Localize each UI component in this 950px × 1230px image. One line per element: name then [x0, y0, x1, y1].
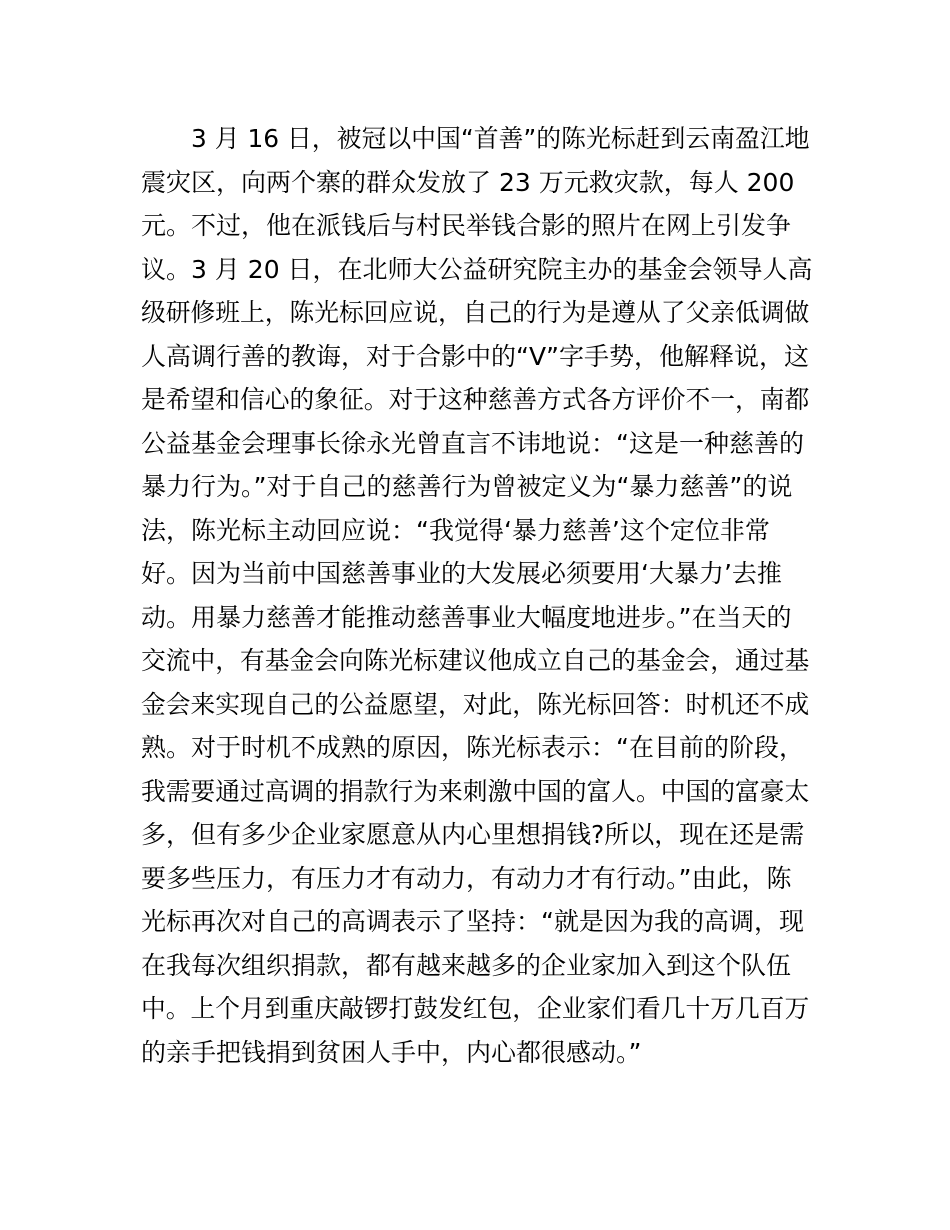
- paragraph-line-3: 元。不过，他在派钱后与村民举钱合影的照片在网上引发争: [141, 211, 792, 240]
- paragraph-line-5: 级研修班上，陈光标回应说，自己的行为是遵从了父亲低调做: [141, 298, 810, 327]
- paragraph-line-16: 我需要通过高调的捐款行为来刺激中国的富人。中国的富豪太: [141, 776, 810, 806]
- paragraph-line-11: 好。因为当前中国慈善事业的大发展必须要用‘大暴力’去推: [141, 559, 782, 588]
- paragraph-line-15: 熟。对于时机不成熟的原因，陈光标表示：“在目前的阶段，: [141, 733, 804, 762]
- paragraph-line-10: 法，陈光标主动回应说：“我觉得‘暴力慈善’这个定位非常: [141, 515, 770, 545]
- paragraph-line-14: 金会来实现自己的公益愿望，对此，陈光标回答：时机还不成: [141, 689, 810, 719]
- paragraph-line-2: 震灾区，向两个寨的群众发放了 23 万元救灾款，每人 200: [141, 167, 795, 197]
- paragraph-line-1: 3 月 16 日，被冠以中国“首善”的陈光标赶到云南盈江地: [191, 124, 810, 153]
- paragraph-line-6: 人高调行善的教诲，对于合影中的“V”字手势，他解释说，这: [141, 341, 810, 371]
- paragraph-line-18: 要多些压力，有压力才有动力，有动力才有行动。”由此，陈: [141, 863, 792, 893]
- paragraph-line-4: 议。3 月 20 日，在北师大公益研究院主办的基金会领导人高: [141, 254, 813, 284]
- paragraph-line-13: 交流中，有基金会向陈光标建议他成立自己的基金会，通过基: [141, 646, 810, 675]
- paragraph-line-12: 动。用暴力慈善才能推动慈善事业大幅度地进步。”在当天的: [141, 602, 792, 632]
- body-paragraph: [141, 117, 813, 1074]
- paragraph-line-22: 的亲手把钱捐到贫困人手中，内心都很感动。”: [141, 1037, 642, 1067]
- paragraph-line-7: 是希望和信心的象征。对于这种慈善方式各方评价不一，南都: [141, 385, 810, 414]
- paragraph-line-8: 公益基金会理事长徐永光曾直言不讳地说：“这是一种慈善的: [141, 428, 804, 458]
- paragraph-line-9: 暴力行为。”对于自己的慈善行为曾被定义为“暴力慈善”的说: [141, 472, 793, 501]
- paragraph-line-20: 在我每次组织捐款，都有越来越多的企业家加入到这个队伍: [141, 950, 792, 980]
- paragraph-line-21: 中。上个月到重庆敲锣打鼓发红包，企业家们看几十万几百万: [141, 994, 810, 1023]
- paragraph-line-19: 光标再次对自己的高调表示了坚持：“就是因为我的高调，现: [141, 907, 804, 936]
- paragraph-line-17: 多，但有多少企业家愿意从内心里想捐钱?所以，现在还是需: [141, 820, 805, 849]
